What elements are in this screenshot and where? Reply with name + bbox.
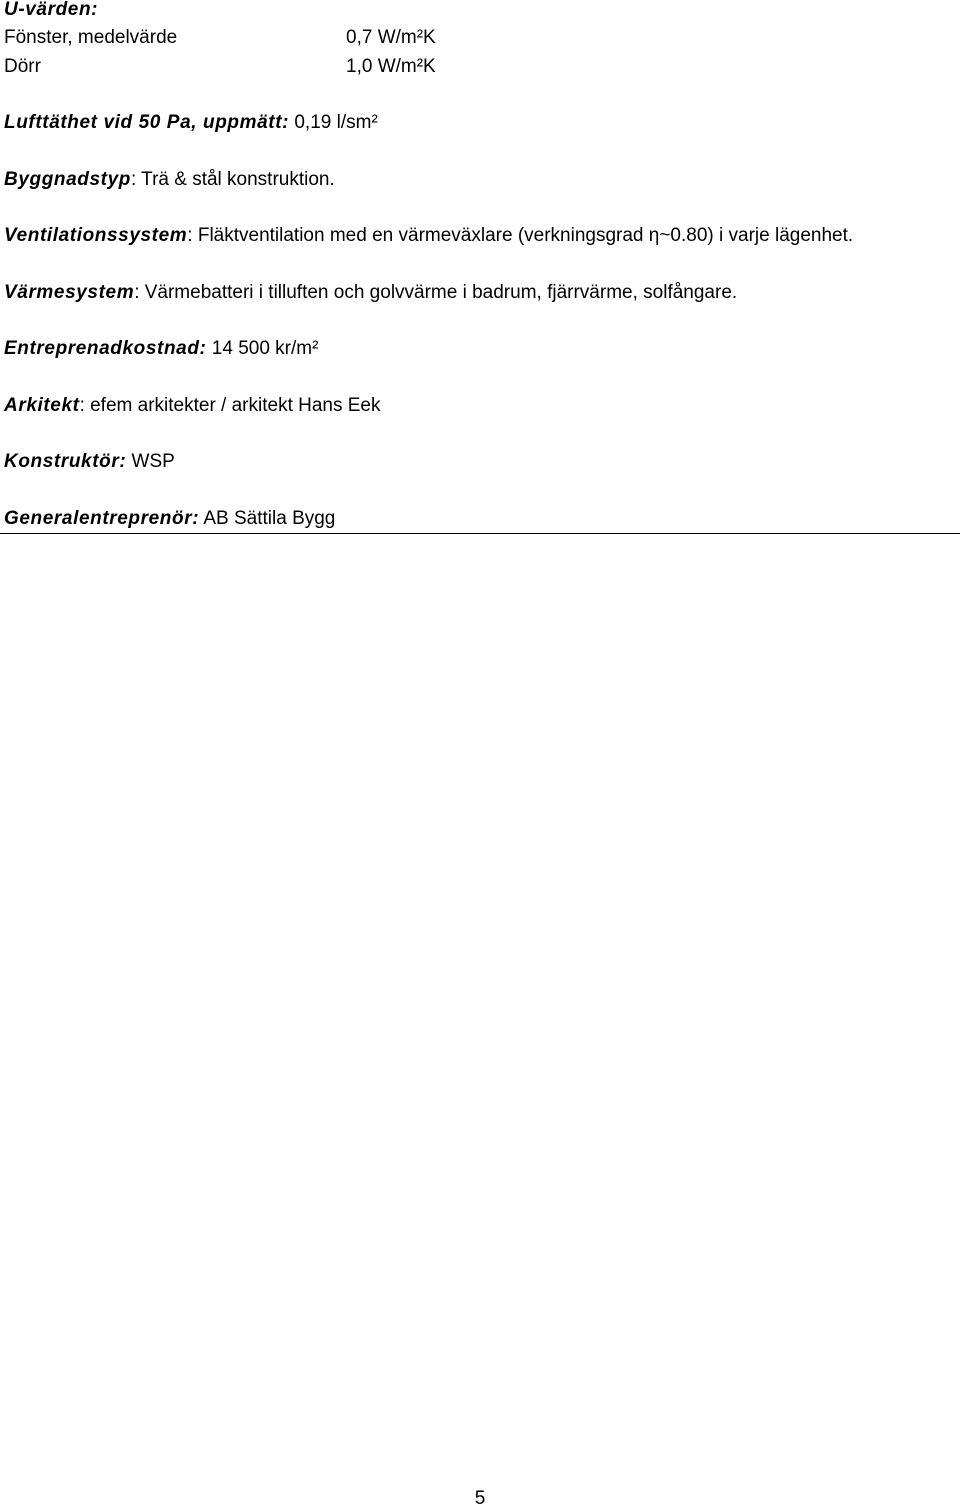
uvalue-name: Fönster, medelvärde [4, 27, 178, 48]
field-airtightness [4, 111, 378, 135]
field-value: : Värmebatteri i tilluften och golvvärme i badrum, fjärrvärme, solfångare. [134, 282, 738, 303]
uvalue-row-window [4, 26, 436, 50]
page-number: 5 [474, 1488, 486, 1509]
field-value: : efem arkitekter / arkitekt Hans Eek [79, 395, 381, 416]
field-heating-system [4, 281, 737, 305]
field-label: Ventilationssystem [4, 225, 188, 246]
field-value: 0,19 l/sm² [289, 112, 378, 133]
field-label: Lufttäthet vid 50 Pa, uppmätt: [4, 112, 290, 133]
uvalue-value: 1,0 W/m²K [346, 56, 436, 77]
field-general-contractor [4, 507, 335, 531]
horizontal-rule [0, 533, 960, 534]
uvalue-row-door [4, 55, 436, 79]
field-value: : Trä & stål konstruktion. [130, 169, 335, 190]
field-label: Entreprenadkostnad: [4, 338, 207, 359]
field-value: 14 500 kr/m² [206, 338, 319, 359]
field-label: Byggnadstyp [4, 169, 131, 190]
field-value: : Fläktventilation med en värmeväxlare (verkningsgrad η~0.80) i varje lägenhet. [187, 225, 854, 246]
uvalue-value: 0,7 W/m²K [346, 27, 436, 48]
field-architect [4, 394, 381, 418]
field-building-type [4, 168, 335, 192]
field-label: Arkitekt [4, 395, 80, 416]
field-structural-engineer [4, 450, 175, 474]
field-value: AB Sättila Bygg [199, 508, 336, 529]
field-contract-cost [4, 337, 318, 361]
field-label: Konstruktör: [4, 451, 127, 472]
field-ventilation-system [4, 224, 853, 248]
uvalue-name: Dörr [4, 56, 41, 77]
uvalues-heading: U-värden: [4, 0, 99, 20]
field-value: WSP [126, 451, 175, 472]
field-label: Generalentreprenör: [4, 508, 200, 529]
field-label: Värmesystem [4, 282, 135, 303]
